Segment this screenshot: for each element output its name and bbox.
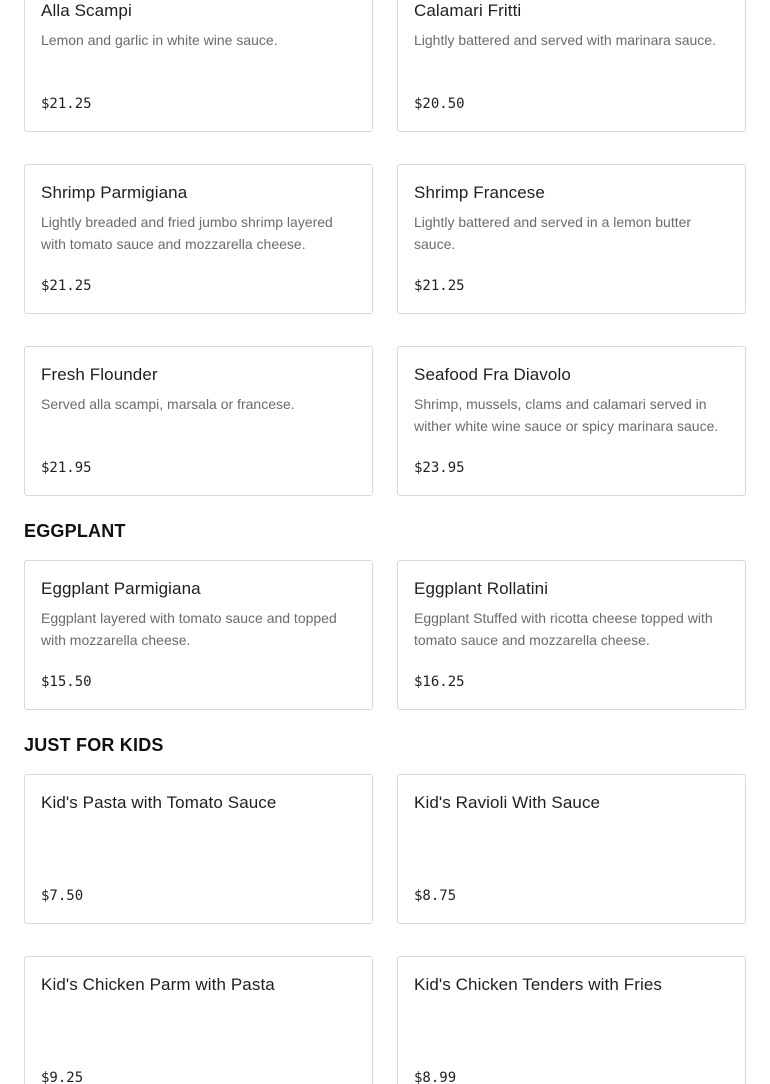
menu-item-description: Shrimp, mussels, clams and calamari served in wither white wine sauce or spicy marinara sauce. [414, 396, 719, 434]
menu-item-description: Eggplant Stuffed with ricotta cheese topped with tomato sauce and mozzarella cheese. [414, 610, 713, 648]
menu-item-description: Lightly battered and served with marinara sauce. [414, 32, 716, 48]
menu-item-name: Kid's Ravioli With Sauce [414, 793, 601, 812]
menu-item-card[interactable] [24, 346, 373, 496]
section-title-kids: JUST FOR KIDS [24, 735, 164, 755]
menu-item-price: $23.95 [414, 460, 465, 476]
menu-item-card[interactable] [24, 956, 373, 1084]
menu-item-price: $9.25 [41, 1070, 84, 1084]
menu-item-card[interactable] [397, 164, 746, 314]
menu-item-price: $16.25 [414, 674, 465, 690]
menu-item-price: $7.50 [41, 888, 84, 904]
menu-item-name: Fresh Flounder [41, 365, 158, 384]
menu-item-description: Lemon and garlic in white wine sauce. [41, 32, 278, 48]
menu-item-card[interactable] [24, 164, 373, 314]
menu-item-price: $21.25 [414, 278, 465, 294]
menu-item-name: Shrimp Parmigiana [41, 183, 188, 202]
menu-item-card[interactable] [24, 774, 373, 924]
menu-item-price: $8.75 [414, 888, 457, 904]
menu-item-name: Kid's Chicken Tenders with Fries [414, 975, 663, 994]
menu-item-name: Calamari Fritti [414, 1, 522, 20]
menu-item-name: Seafood Fra Diavolo [414, 365, 571, 384]
menu-item-card[interactable] [397, 346, 746, 496]
menu-item-card[interactable] [397, 0, 746, 132]
menu-item-description: Eggplant layered with tomato sauce and topped with mozzarella cheese. [41, 610, 337, 648]
menu-item-description: Lightly battered and served in a lemon butter sauce. [414, 214, 692, 252]
menu-item-description: Lightly breaded and fried jumbo shrimp layered with tomato sauce and mozzarella cheese. [41, 214, 333, 252]
menu-item-name: Kid's Pasta with Tomato Sauce [41, 793, 277, 812]
menu-item-price: $21.95 [41, 460, 92, 476]
menu-item-price: $21.25 [41, 96, 92, 112]
section-title-eggplant: EGGPLANT [24, 521, 126, 541]
menu-item-card[interactable] [397, 774, 746, 924]
menu-item-price: $21.25 [41, 278, 92, 294]
menu-item-price: $8.99 [414, 1070, 457, 1084]
menu-item-price: $20.50 [414, 96, 465, 112]
menu-item-name: Kid's Chicken Parm with Pasta [41, 975, 275, 994]
menu-item-card[interactable] [397, 560, 746, 710]
menu-item-name: Shrimp Francese [414, 183, 545, 202]
menu-item-name: Alla Scampi [41, 1, 132, 20]
menu-item-card[interactable] [24, 560, 373, 710]
menu-item-name: Eggplant Parmigiana [41, 579, 201, 598]
menu-item-price: $15.50 [41, 674, 92, 690]
menu-item-name: Eggplant Rollatini [414, 579, 549, 598]
menu-item-description: Served alla scampi, marsala or francese. [41, 396, 295, 412]
menu-item-card[interactable] [24, 0, 373, 132]
menu-item-card[interactable] [397, 956, 746, 1084]
